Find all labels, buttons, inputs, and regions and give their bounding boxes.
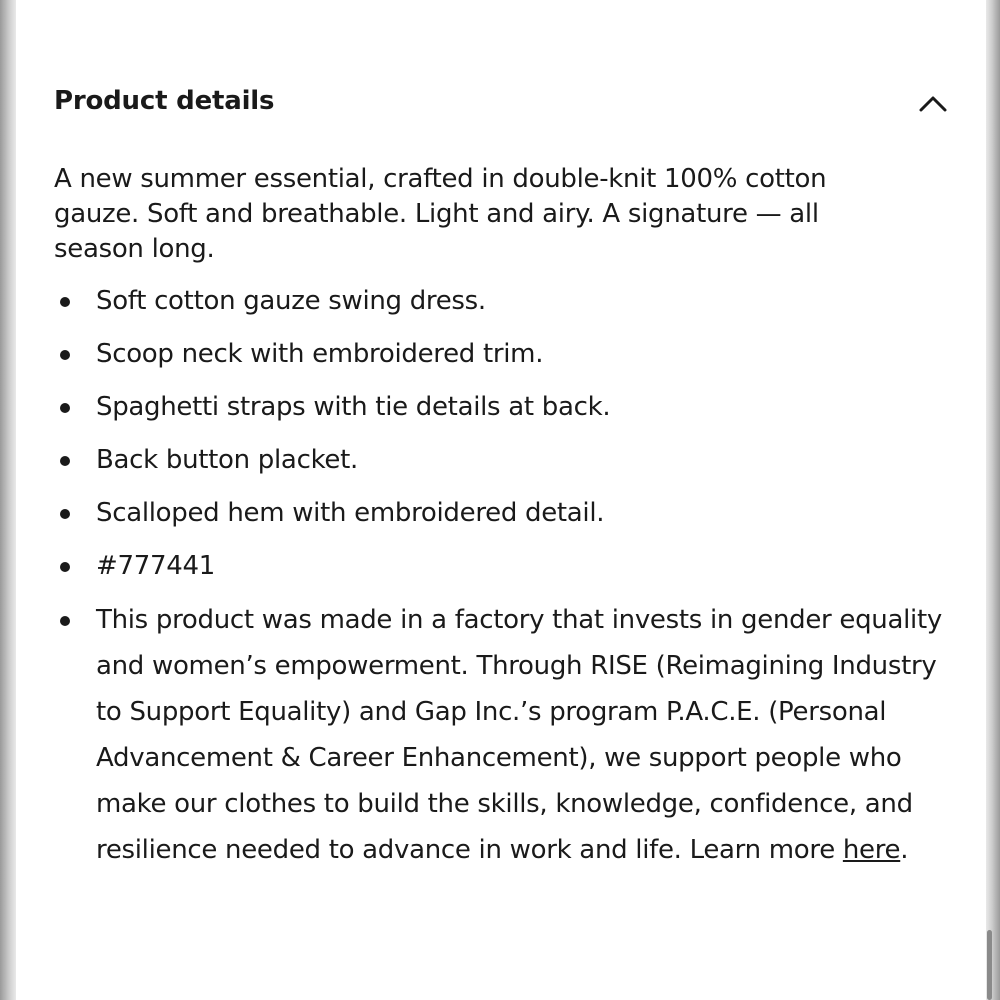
bullet-dot	[60, 350, 70, 360]
product-details-panel	[16, 0, 986, 1000]
list-item	[54, 283, 954, 319]
product-description: A new summer essential, crafted in double-knit 100% cotton gauze. Soft and breathable. Light and airy. A signature — all season long.	[54, 164, 827, 264]
rise-note-text: This product was made in a factory that invests in gender equality and women’s empowerment. Through RISE (Reimagining Industry to Support Equality) and Gap Inc.’s program P.A.C.E. (Personal Advancement & Career Enhancement), we support people who make our clothes to build the skills, knowledge, confidence, and resilience needed to advance in work and life. Learn more	[96, 605, 942, 865]
list-item-text: Spaghetti straps with tie details at back.	[96, 392, 611, 422]
chevron-up-icon[interactable]	[918, 88, 948, 118]
scrollbar-thumb[interactable]	[987, 930, 992, 1000]
product-details-header[interactable]	[54, 84, 974, 124]
learn-more-link[interactable]: here	[842, 835, 901, 865]
bullet-dot	[60, 297, 70, 307]
list-item	[54, 389, 954, 425]
list-item	[54, 336, 954, 372]
list-item-text: Soft cotton gauze swing dress.	[96, 286, 486, 316]
list-item-rise-note	[54, 597, 954, 873]
bullet-dot	[60, 616, 70, 626]
bullet-dot	[60, 509, 70, 519]
list-item-text: Scalloped hem with embroidered detail.	[96, 498, 605, 528]
list-item	[54, 495, 954, 531]
section-title: Product details	[54, 86, 275, 116]
list-item-style-number	[54, 548, 954, 584]
list-item-text: Scoop neck with embroidered trim.	[96, 339, 544, 369]
bullet-dot	[60, 562, 70, 572]
style-number: #777441	[96, 551, 215, 581]
product-features-list	[54, 283, 954, 890]
bullet-dot	[60, 456, 70, 466]
right-edge-shadow	[986, 0, 1000, 1000]
list-item-text: Back button placket.	[96, 445, 358, 475]
left-edge-shadow	[0, 0, 16, 1000]
rise-note-end: .	[900, 835, 909, 865]
bullet-dot	[60, 403, 70, 413]
list-item	[54, 442, 954, 478]
